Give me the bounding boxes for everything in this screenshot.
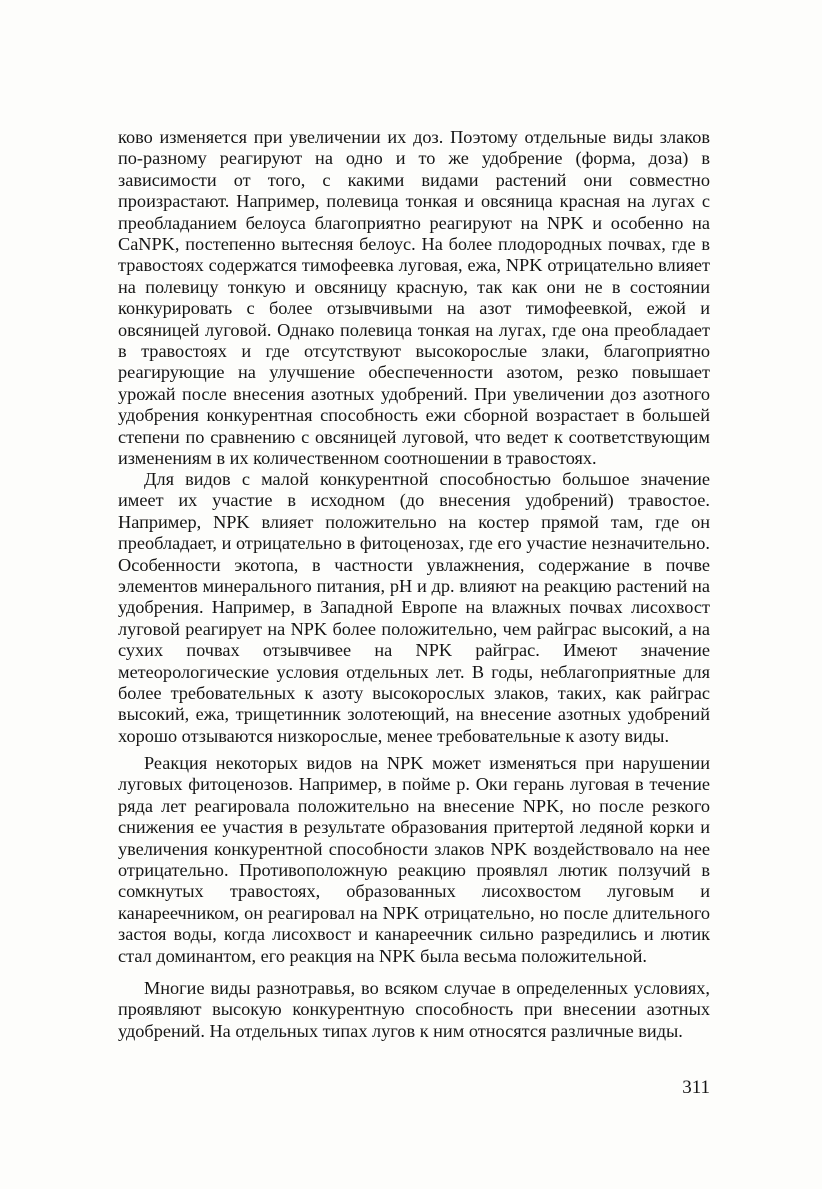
paragraph-2: Для видов с малой конкурентной способностью большое значение имеет их участие в исходном (до внесения удобрений) травостое. Например, NPK влияет положительно на костер прямой там, где он преобладает, и отрицательно в фитоценозах, где его участие незначительно. Особенности экотопа, в частности увлажнения, содержание в почве элементов минерального питания, pH и др. влияют на реакцию растений на удобрения. Например, в Западной Европе на влажных почвах лисохвост луговой реагирует на NPK более положительно, чем райграс высокий, а на сухих почвах отзывчивее на NPK райграс. Имеют значение метеорологические условия отдельных лет. В годы, неблагоприятные для более требовательных к азоту высокорослых злаков, таких, как райграс высокий, ежа, трищетинник золотеющий, на внесение азотных удобрений хорошо отзываются низкорослые, менее требовательные к азоту виды. — [118, 469, 710, 746]
page-number: 311 — [682, 1077, 710, 1098]
paragraph-1: ково изменяется при увеличении их доз. Поэтому отдельные виды злаков по-разному реагируют на одно и то же удобрение (форма, доза) в зависимости от того, с какими видами растений они совместно произрастают. Например, полевица тонкая и овсяница красная на лугах с преобладанием белоуса благоприятно реагируют на NPK и особенно на CaNPK, постепенно вытесняя белоус. На более плодородных почвах, где в травостоях содержатся тимофеевка луговая, ежа, NPK отрицательно влияет на полевицу тонкую и овсяницу красную, так как они не в состоянии конкурировать с более отзывчивыми на азот тимофеевкой, ежой и овсяницей луговой. Однако полевица тонкая на лугах, где она преобладает в травостоях и где отсутствуют высокорослые злаки, благоприятно реагирующие на улучшение обеспеченности азотом, резко повышает урожай после внесения азотных удобрений. При увеличении доз азотного удобрения конкурентная способность ежи сборной возрастает в большей степени по сравнению с овсяницей луговой, что ведет к соответствующим изменениям в их количественном соотношении в травостоях. — [118, 127, 710, 469]
paragraph-4: Многие виды разнотравья, во всяком случае в определенных условиях, проявляют высокую конкурентную способность при внесении азотных удобрений. На отдельных типах лугов к ним относятся различные виды. — [118, 978, 710, 1041]
paragraph-3: Реакция некоторых видов на NPK может изменяться при нарушении луговых фитоценозов. Например, в пойме р. Оки герань луговая в течение ряда лет реагировала положительно на внесение NPK, но после резкого снижения ее участия в результате образования притертой ледяной корки и увеличения конкурентной способности злаков NPK воздействовало на нее отрицательно. Противоположную реакцию проявлял лютик ползучий в сомкнутых травостоях, образованных лисохвостом луговым и канареечником, он реагировал на NPK отрицательно, но после длительного застоя воды, когда лисохвост и канареечник сильно разредились и лютик стал доминантом, его реакция на NPK была весьма положительной. — [118, 753, 710, 966]
body-text — [118, 127, 710, 1064]
